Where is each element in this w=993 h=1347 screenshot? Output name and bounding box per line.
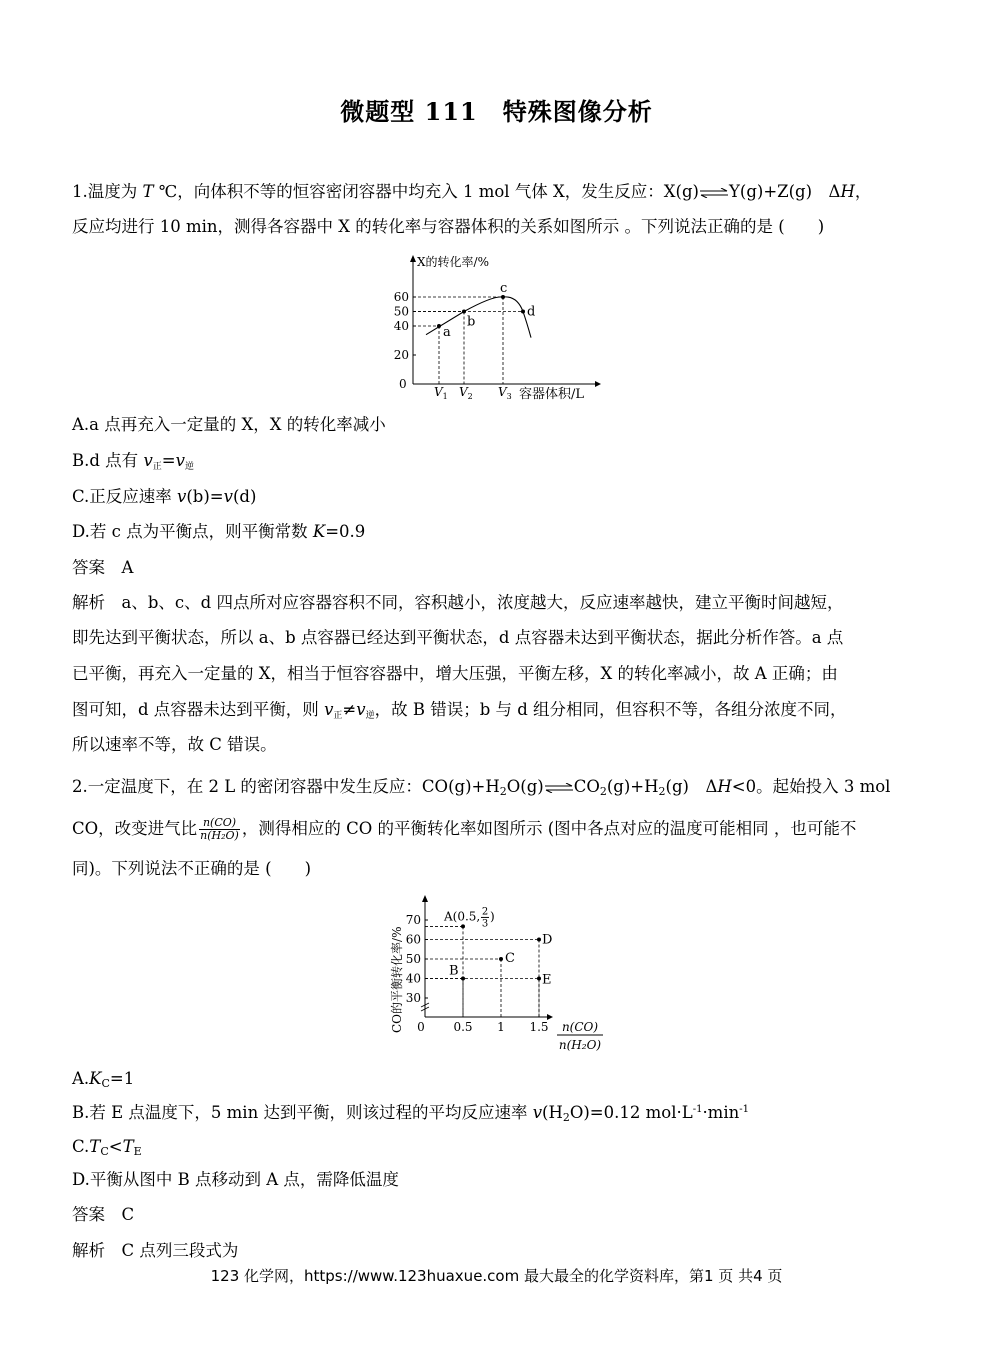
y-tick-label: 70 [405,913,421,927]
y-tick-label: 40 [393,319,409,333]
q1-chart [385,250,615,408]
q1-answer: 答案 A [72,558,134,577]
y-tick-label: 50 [405,952,421,966]
q2-stem-line-2: CO，改变进气比 $\frac{n(CO)}{\text{n(H₂O)}}$ ，测得相应的 CO 的平衡转化率如图所示 (图中各点对应的温度可能相同 ，也可能不 [72,816,857,842]
y-tick-label: 30 [405,991,421,1005]
q1-option-c: C.正反应速率 v(b)=v(d) [72,487,257,506]
q2-option-b: B.若 E 点温度下，5 min 达到平衡，则该过程的平均反应速率 $v(H_2O)=0.12$ $mol\cdot L^{-1}\cdot\min^{-1}$ [72,1103,749,1124]
data-point-a [437,324,441,328]
data-point-D [537,938,541,942]
equilibrium-arrow-icon [699,188,729,198]
q1-explanation-3: 已平衡，再充入一定量的 X，相当于恒容容器中，增大压强，平衡左移，X 的转化率减小，故 A 正确；由 [72,664,838,683]
origin-label: 0 [399,377,407,391]
y-axis-label: CO的平衡转化率/% [390,926,404,1033]
point-label-b: b [467,314,476,330]
y-tick-label: 60 [393,290,409,304]
point-label-d: d [527,304,536,320]
point-label-A-numerator: 2 [481,906,489,918]
x-axis-label: 容器体积/L [519,387,585,402]
point-label-A-denominator: 3 [481,918,489,930]
y-tick-label: 20 [393,348,409,362]
origin-label: 0 [417,1020,425,1034]
page-title: 微题型 111 特殊图像分析 [340,97,653,126]
point-label-A: A(0.5, [444,909,481,924]
point-label-C: C [505,951,515,966]
q2-answer: 答案 C [72,1205,135,1224]
point-label-D: D [542,932,553,948]
data-point-d [521,310,525,314]
q1-option-a: A.a 点再充入一定量的 X，X 的转化率减小 [72,415,386,434]
q2-stem-line-3: 同)。下列说法不正确的是 ( ) [72,859,312,878]
point-label-E: E [542,972,552,988]
y-axis-label: X的转化率/% [417,255,489,269]
data-point-E [537,977,541,981]
x-axis-label-denominator: n(H₂O) [558,1038,602,1052]
x-axis-label-numerator: n(CO) [561,1020,599,1034]
q1-explanation-1: 解析 a、b、c、d 四点所对应容器容积不同，容积越小，浓度越大，反应速率越快，建立平衡时间越短， [72,593,844,612]
q1-stem-line-1: 1.温度为 T ℃，向体积不等的恒容密闭容器中均充入 1 mol 气体 X，发生反应：X(g) Y(g)+Z(g) ΔH， [72,182,872,201]
q1-option-b: B.d 点有 $v_正=v_逆$ [72,451,194,472]
q2-option-d: D.平衡从图中 B 点移动到 A 点，需降低温度 [72,1170,399,1189]
q1-explanation-2: 即先达到平衡状态，所以 a、b 点容器已经达到平衡状态，d 点容器未达到平衡状态，据此分析作答。a 点 [72,628,844,647]
q1-explanation-4: 图可知，d 点容器未达到平衡，则 $v_正\ne v_逆$，故 B 错误；b 与 d 组分相同，但容积不等，各组分浓度不同， [72,700,847,721]
q2-stem-line-1: 2.一定温度下，在 2 L 的密闭容器中发生反应：$CO(g)+H_2O(g)$ $CO_2(g)+H_2(g)$ ΔH<0。起始投入 3 mol [72,777,891,798]
q1-option-d: D.若 c 点为平衡点，则平衡常数 K=0.9 [72,522,366,541]
q2-option-a: $A.K_C=1$ [72,1069,135,1090]
point-label-B: B [449,963,459,979]
feed-ratio-fraction: $\frac{n(CO)}{\text{n(H₂O)}}$ [200,816,239,842]
x-tick-label: 1 [497,1020,505,1034]
q2-chart [385,888,615,1060]
x-tick-label: $V_3$ [498,385,512,401]
q1-stem-line-2: 反应均进行 10 min，测得各容器中 X 的转化率与容器体积的关系如图所示 。下列说法正确的是 ( ) [72,217,825,236]
y-axis-arrow-icon [422,895,428,902]
data-point-C [499,957,503,961]
y-tick-label: 60 [405,932,421,947]
point-label-c: c [500,281,508,296]
data-point-A [461,924,465,928]
y-axis-arrow-icon [410,255,416,262]
y-tick-label: 40 [405,971,421,986]
x-tick-label: 0.5 [453,1020,473,1034]
point-label-A-close: ) [490,909,495,924]
y-tick-label: 50 [393,304,409,319]
q2-option-c: $C.T_C<T_E$ [72,1137,142,1158]
point-label-a: a [443,325,451,340]
page-footer: 123 化学网，https://www.123huaxue.com 最大最全的化学资料库，第1 页 共4 页 [210,1267,783,1285]
q2-explanation-1: 解析 C 点列三段式为 [72,1241,239,1260]
equilibrium-arrow-icon [544,783,574,793]
x-tick-label: $V_2$ [459,385,473,401]
q1-explanation-5: 所以速率不等，故 C 错误。 [72,735,277,754]
x-axis-arrow-icon [595,381,601,387]
x-tick-label: $V_1$ [434,385,448,401]
x-tick-label: 1.5 [529,1020,549,1034]
conversion-curve [426,297,531,338]
